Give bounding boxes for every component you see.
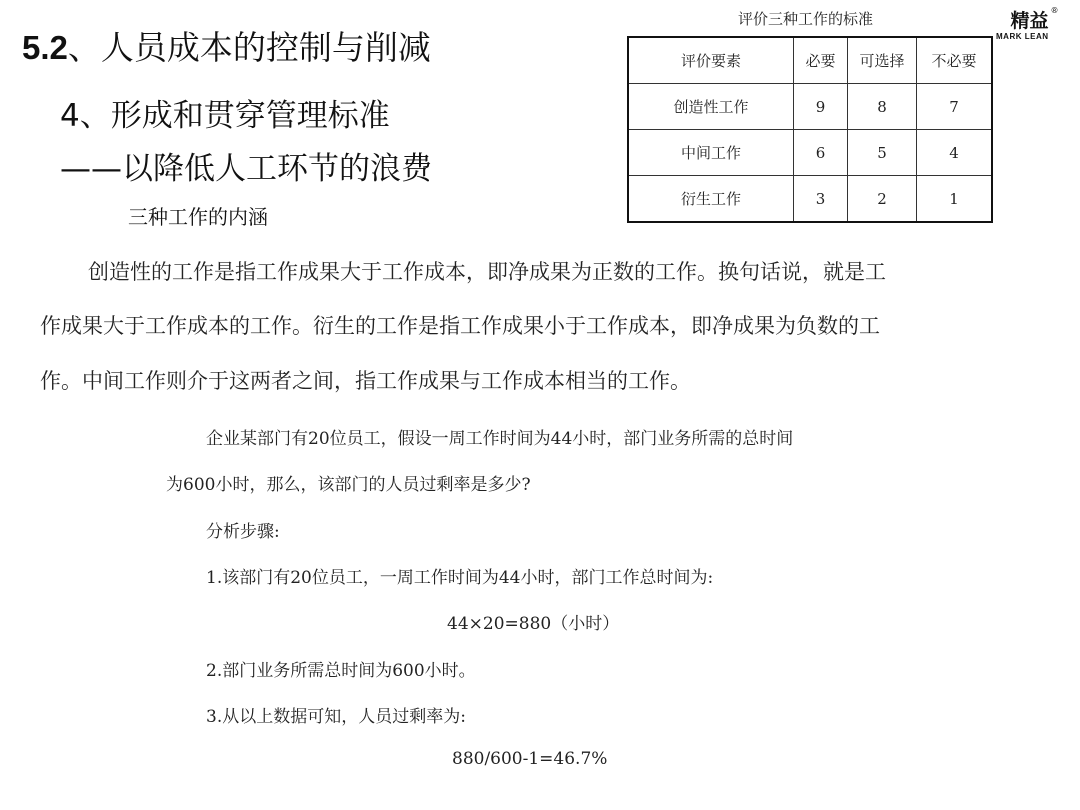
table-cell: 4 (917, 130, 993, 176)
step-3-formula: 880/600-1=46.7% (452, 749, 608, 769)
subtitle-2: ——以降低人工环节的浪费 (60, 151, 432, 187)
paragraph-line-2: 作成果大于工作成本的工作。衍生的工作是指工作成果小于工作成本，即净成果为负数的工 (40, 314, 880, 338)
table-header-cell: 必要 (794, 37, 848, 84)
table-cell: 1 (917, 176, 993, 223)
logo-text-en: MARK LEAN (996, 32, 1049, 41)
table-cell: 7 (917, 84, 993, 130)
table-cell: 2 (848, 176, 917, 223)
paragraph-line-3: 作。中间工作则介于这两者之间，指工作成果与工作成本相当的工作。 (40, 369, 691, 393)
table-row (628, 130, 992, 176)
table-header-cell: 评价要素 (628, 37, 794, 84)
table-header-cell: 可选择 (848, 37, 917, 84)
step-3: 3.从以上数据可知，人员过剩率为: (206, 707, 466, 727)
evaluation-table (627, 36, 993, 223)
table-cell: 衍生工作 (628, 176, 794, 223)
logo-text-cn: 精益 (1010, 10, 1049, 32)
step-2: 2.部门业务所需总时间为600小时。 (206, 661, 476, 681)
table-row (628, 84, 992, 130)
subtitle-1: 4、形成和贯穿管理标准 (60, 98, 390, 134)
table-caption: 评价三种工作的标准 (738, 10, 874, 28)
step-1-formula: 44×20=880（小时） (447, 614, 620, 634)
table-cell: 创造性工作 (628, 84, 794, 130)
table-cell: 6 (794, 130, 848, 176)
table-header-row (628, 37, 992, 84)
question-line-2: 为600小时，那么，该部门的人员过剩率是多少? (166, 475, 531, 495)
table-header-cell: 不必要 (917, 37, 993, 84)
table-cell: 8 (848, 84, 917, 130)
title-text: 、人员成本的控制与削减 (67, 29, 431, 66)
step-1: 1.该部门有20位员工，一周工作时间为44小时，部门工作总时间为: (206, 568, 714, 588)
table-cell: 3 (794, 176, 848, 223)
table-cell: 中间工作 (628, 130, 794, 176)
brand-logo (996, 6, 1059, 41)
paragraph-line-1: 创造性的工作是指工作成果大于工作成本，即净成果为正数的工作。换句话说，就是工 (88, 260, 886, 284)
table-cell: 5 (848, 130, 917, 176)
page-title (22, 22, 431, 69)
table-row (628, 176, 992, 223)
table-cell: 9 (794, 84, 848, 130)
title-number: 5.2 (22, 29, 68, 66)
steps-heading: 分析步骤: (206, 522, 280, 542)
section-heading: 三种工作的内涵 (128, 205, 268, 229)
question-line-1: 企业某部门有20位员工，假设一周工作时间为44小时，部门业务所需的总时间 (206, 429, 794, 449)
registered-mark-icon: ® (1050, 6, 1059, 15)
